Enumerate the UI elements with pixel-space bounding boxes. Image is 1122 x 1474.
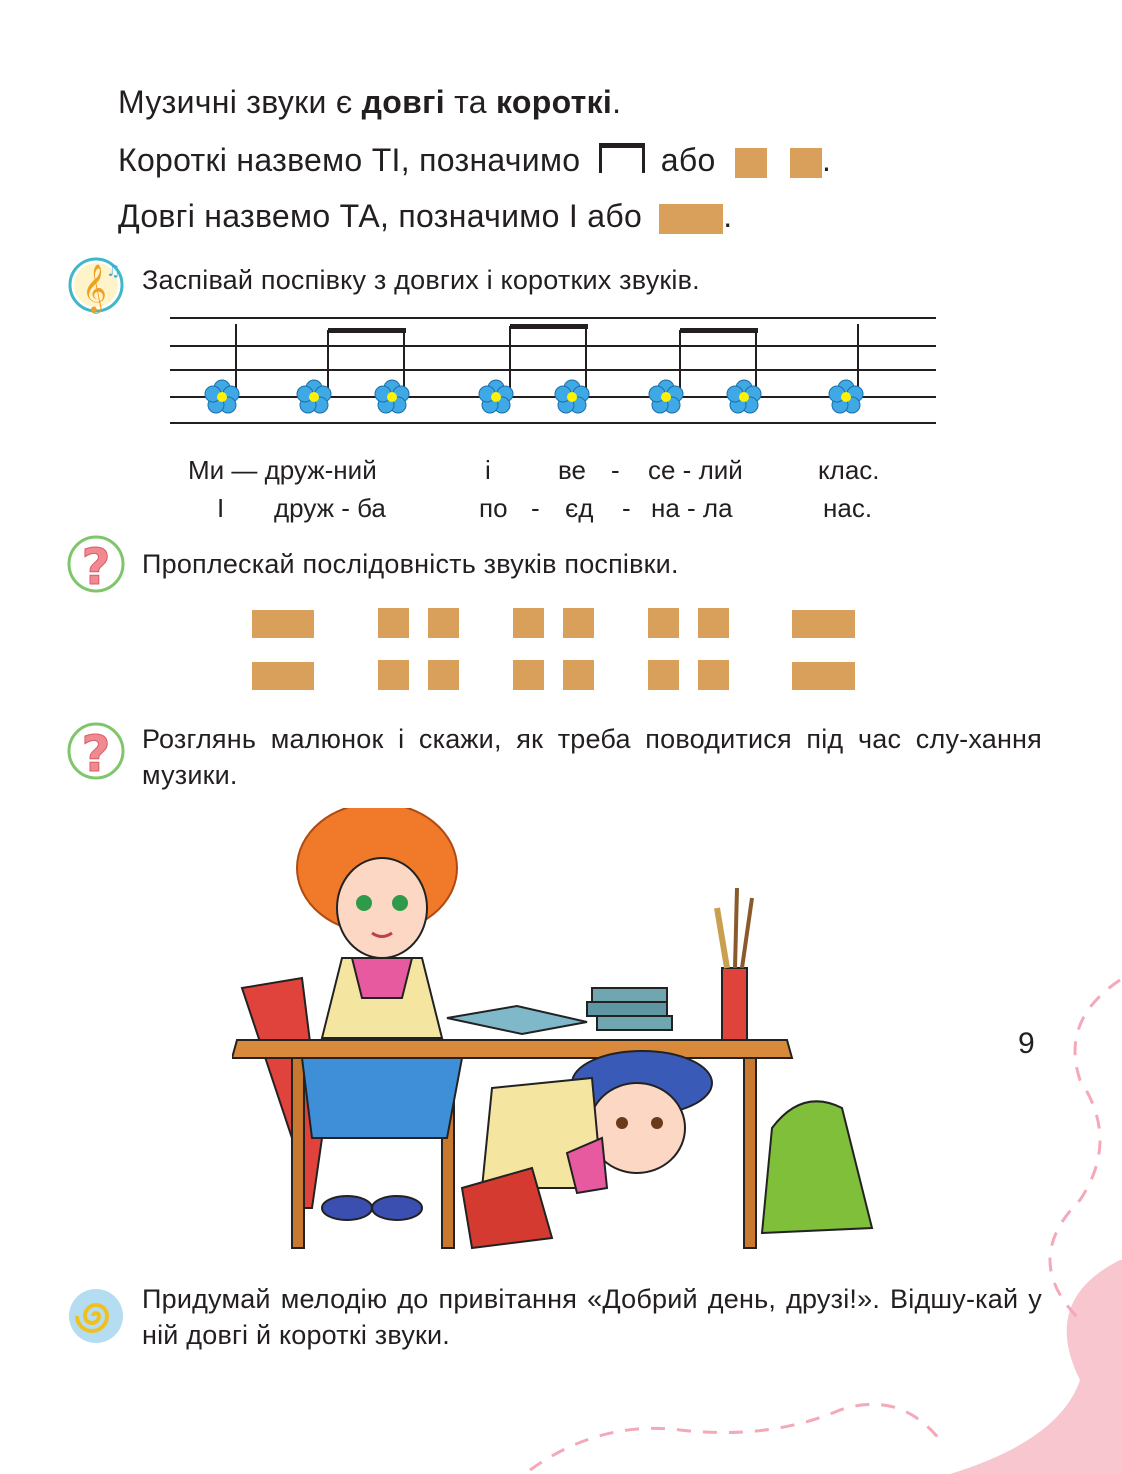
lyric-syllable: - xyxy=(611,455,620,485)
eighth-pair-beam-icon xyxy=(598,141,646,175)
intro-text: або xyxy=(660,142,716,178)
long-sound-block xyxy=(792,610,855,638)
lyric-syllable: ве xyxy=(558,455,586,485)
page-number: 9 xyxy=(1018,1027,1035,1060)
question-mark-icon xyxy=(66,534,128,596)
lyric-syllable: клас. xyxy=(818,455,880,485)
flower-note xyxy=(649,380,683,413)
lyric-syllable: на - ла xyxy=(651,493,733,523)
lyric-syllable: нас. xyxy=(823,493,873,523)
short-sound-block xyxy=(735,148,767,178)
short-sound-block xyxy=(648,660,679,690)
lyric-syllable: Ми — друж-ний xyxy=(188,455,377,485)
bold-word-short: короткі xyxy=(496,84,613,120)
question-mark-icon xyxy=(66,721,128,783)
short-sound-block xyxy=(513,660,544,690)
intro-text: Музичні звуки є xyxy=(118,84,362,120)
corner-decoration xyxy=(520,960,1122,1474)
short-sound-block xyxy=(698,608,729,638)
short-sound-block xyxy=(428,608,459,638)
lyric-syllable: - xyxy=(622,493,631,523)
treble-clef-icon xyxy=(66,254,128,316)
intro-text: та xyxy=(444,84,496,120)
lyric-syllable: по xyxy=(479,493,508,523)
intro-text: Короткі назвемо ТІ, позначимо xyxy=(118,142,581,178)
task-look-text: Розглянь малюнок і скажи, як треба поводитися під час слу-хання музики. xyxy=(142,724,1042,790)
short-sound-block xyxy=(378,608,409,638)
flower-note xyxy=(555,380,589,413)
lyric-syllable: се - лий xyxy=(648,455,743,485)
long-sound-block xyxy=(252,662,314,690)
short-sound-block xyxy=(428,660,459,690)
intro-text: . xyxy=(723,198,733,234)
long-sound-block xyxy=(792,662,855,690)
short-sound-block xyxy=(513,608,544,638)
intro-text: . xyxy=(822,142,832,178)
lyric-syllable: І xyxy=(217,493,225,523)
music-staff xyxy=(168,310,938,430)
girl-figure xyxy=(297,808,462,1220)
long-sound-block xyxy=(659,204,723,234)
lyric-syllable: і xyxy=(485,455,491,485)
spiral-icon xyxy=(66,1286,128,1348)
short-sound-block xyxy=(790,148,822,178)
flower-note xyxy=(479,380,513,413)
long-sound-block xyxy=(252,610,314,638)
lyric-syllable: друж - ба xyxy=(274,493,386,523)
short-sound-block xyxy=(563,608,594,638)
intro-text: Довгі назвемо ТА, позначимо І або xyxy=(118,198,643,234)
svg-text:♫: ♫ xyxy=(106,261,121,280)
flower-note xyxy=(297,380,331,413)
task-sing-text: Заспівай поспівку з довгих і коротких звуків. xyxy=(142,265,700,295)
intro-line-1 xyxy=(118,84,621,121)
short-sound-block xyxy=(698,660,729,690)
task-clap-text: Проплескай послідовність звуків поспівки. xyxy=(142,549,679,579)
short-sound-block xyxy=(563,660,594,690)
svg-text:𝄞: 𝄞 xyxy=(82,263,107,312)
short-sound-block xyxy=(378,660,409,690)
svg-text:?: ? xyxy=(81,538,111,596)
intro-text: . xyxy=(612,84,622,120)
svg-text:?: ? xyxy=(81,725,111,783)
intro-line-3 xyxy=(118,198,732,235)
lyric-syllable: - xyxy=(531,493,540,523)
short-sound-block xyxy=(648,608,679,638)
flower-note xyxy=(205,380,239,413)
intro-line-2 xyxy=(118,141,831,179)
bold-word-long: довгі xyxy=(361,84,445,120)
lyric-syllable: єд xyxy=(565,493,594,523)
task-compose-text: Придумай мелодію до привітання «Добрий день, друзі!». Відшу-кай у ній довгі й короткі звуки. xyxy=(142,1284,1042,1350)
